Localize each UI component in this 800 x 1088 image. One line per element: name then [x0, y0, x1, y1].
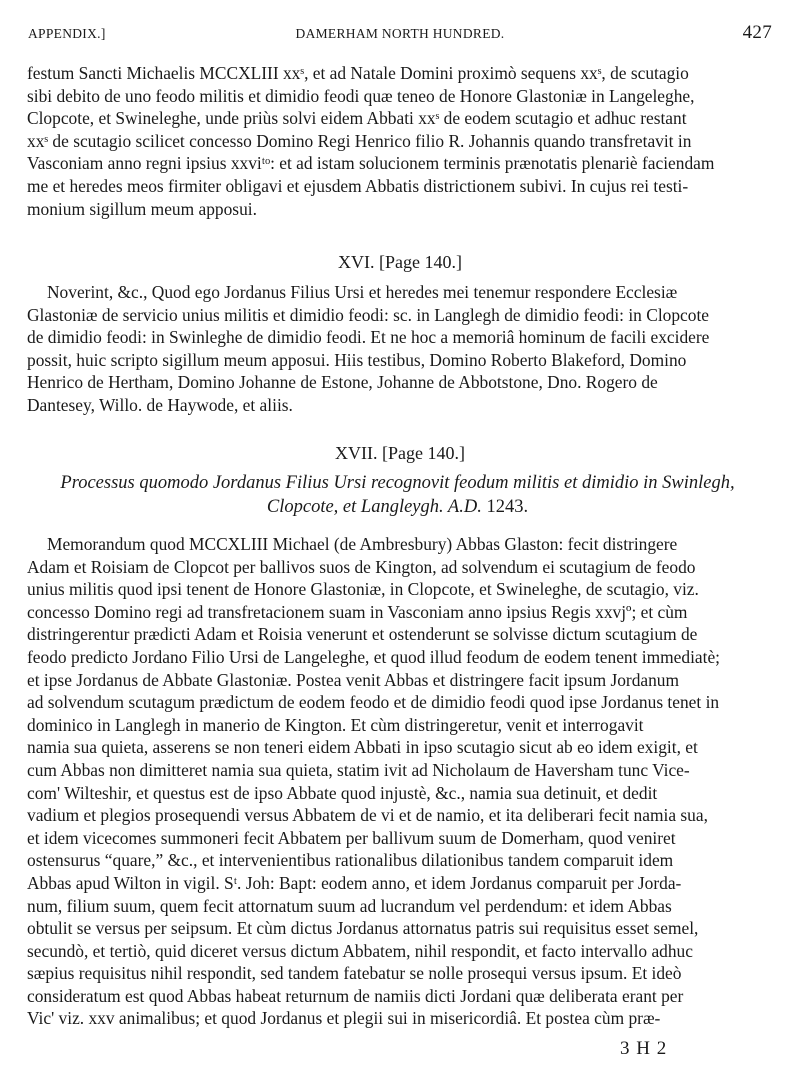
subtitle-text: Clopcote, et Langleygh. A.D.	[266, 497, 482, 517]
text-line: ad solvendum scutagum prædictum de eodem feodo et de dimidio feodi quod ipse Jordanus tenet in	[27, 692, 720, 713]
running-head-title: DAMERHAM NORTH HUNDRED.	[295, 26, 505, 41]
page-number: 427	[742, 22, 772, 43]
text-line: Henrico de Hertham, Domino Johanne de Estone, Johanne de Abbotstone, Dno. Rogero de	[27, 372, 658, 393]
text-line: Clopcote, et Swineleghe, unde priùs solvi eidem Abbati xxˢ de eodem scutagio et adhuc restant	[27, 108, 687, 129]
running-head	[28, 24, 772, 48]
text-line: cum Abbas non dimitteret namia sua quieta, statim ivit ad Nicholaum de Haversham tunc Vice-	[27, 759, 690, 780]
text-line: Vic' viz. xxv animalibus; et quod Jordanus et plegii sui in misericordiâ. Et postea cùm præ-	[27, 1008, 661, 1029]
text-line: ostensurus “quare,” &c., et intervenientibus rationalibus dilationibus tandem comparuit idem	[27, 850, 674, 871]
section-xvii-paragraph	[27, 533, 768, 1030]
text-line: Abbas apud Wilton in vigil. Sᵗ. Joh: Bapt: eodem anno, et idem Jordanus comparuit per Jorda-	[27, 872, 682, 893]
text-line: xxˢ de scutagio scilicet concesso Domino Regi Henrico filio R. Johannis quando transfretavit in	[27, 130, 692, 151]
signature-mark: 3 H 2	[620, 1038, 668, 1059]
section-xvi-heading: XVI. [Page 140.]	[338, 252, 462, 272]
text-line: monium sigillum meum apposui.	[27, 198, 257, 219]
text-line: num, filium suum, quem fecit attornatum suum ad lucrandum vel perdendum: et idem Abbas	[27, 895, 672, 916]
text-line: distringerentur prædicti Adam et Roisia venerunt et ostenderunt se solvisse dictum scutagium de	[27, 624, 698, 645]
section-xvi-paragraph	[27, 281, 768, 417]
text-line: feodo predicto Jordano Filio Ursi de Langeleghe, et quod illud feodum de eodem tenent immediatè;	[27, 646, 721, 667]
subtitle-line	[27, 495, 768, 519]
running-head-left: APPENDIX.]	[28, 26, 106, 41]
text-line: consideratum est quod Abbas habeat returnum de namiis dicti Jordani quæ deliberata erant per	[27, 985, 684, 1006]
text-line: et idem vicecomes summoneri fecit Abbatem per ballivum suum de Domerham, quod veniret	[27, 827, 676, 848]
subtitle-year: 1243.	[486, 497, 529, 517]
text-line: Vasconiam anno regni ipsius xxviᵗᵒ: et ad istam solucionem terminis prænotatis plenariè faciendam	[27, 153, 715, 174]
text-line: secundò, et tertiò, quid diceret versus dictum Abbatem, nihil respondit, et facto intervallo adhuc	[27, 940, 693, 961]
text-line: et ipse Jordanus de Abbate Glastoniæ. Postea venit Abbas et distringere facit ipsum Jordanum	[27, 669, 680, 690]
text-line: de dimidio feodi: in Swinleghe de dimidio feodi. Et ne hoc a memoriâ hominum de facili excidere	[27, 327, 710, 348]
text-line: Dantesey, Willo. de Haywode, et aliis.	[27, 394, 293, 415]
text-line: Memorandum quod MCCXLIII Michael (de Ambresbury) Abbas Glaston: fecit distringere	[47, 534, 678, 554]
text-line: unius militis quod ipsi tenent de Honore Glastoniæ, in Clopcote, et Swineleghe, de scutagio, viz.	[27, 579, 699, 600]
text-line: sæpius requisitus nihil respondit, sed tandem fatebatur se nolle prosequi versus ipsum. Et ideò	[27, 963, 682, 984]
text-line: obtulit se versus per seipsum. Et cùm dictus Jordanus attornatus patris sui requisitus esset semel,	[27, 918, 699, 939]
section-xvii-heading: XVII. [Page 140.]	[335, 443, 465, 463]
text-line: dominico in Langlegh in manerio de Kington. Et cùm distringeretur, venit et interrogavit	[27, 714, 644, 735]
text-line: concesso Domino regi ad transfretacionem suam in Vasconiam anno ipsius Regis xxvjº; et cùm	[27, 601, 688, 622]
continuation-paragraph	[27, 62, 768, 220]
text-line: Glastoniæ de servicio unius militis et dimidio feodi: sc. in Langlegh de dimidio feodi: in Clopcote	[27, 304, 710, 325]
subtitle-line: Processus quomodo Jordanus Filius Ursi recognovit feodum militis et dimidio in Swinlegh,	[60, 473, 735, 493]
text-line: namia sua quieta, asserens se non teneri eidem Abbati in ipso scutagio sicut ab eo idem exigit, et	[27, 737, 698, 758]
text-line: sibi debito de uno feodo militis et dimidio feodi quæ teneo de Honore Glastoniæ in Langeleghe,	[27, 85, 695, 106]
text-line: possit, huic scripto sigillum meum apposui. Hiis testibus, Domino Roberto Blakeford, Domino	[27, 349, 687, 370]
text-line: me et heredes meos firmiter obligavi et ejusdem Abbatis districtionem subivi. In cujus rei testi-	[27, 175, 689, 196]
text-line: Noverint, &c., Quod ego Jordanus Filius Ursi et heredes mei tenemur respondere Ecclesiæ	[47, 282, 678, 302]
text-line: com' Wilteshir, et questus est de ipso Abbate quod injustè, &c., namia sua detinuit, et dedit	[27, 782, 658, 803]
text-line: Adam et Roisiam de Clopcot per ballivos suos de Kington, ad solvendum ei scutagium de feodo	[27, 556, 696, 577]
text-line: vadium et plegios prosequendi versus Abbatem de vi et de namio, et ita deliberari fecit namia sua,	[27, 805, 708, 826]
section-xvii-subtitle	[27, 471, 768, 519]
text-line: festum Sancti Michaelis MCCXLIII xxˢ, et ad Natale Domini proximò sequens xxˢ, de scutagio	[27, 63, 689, 83]
